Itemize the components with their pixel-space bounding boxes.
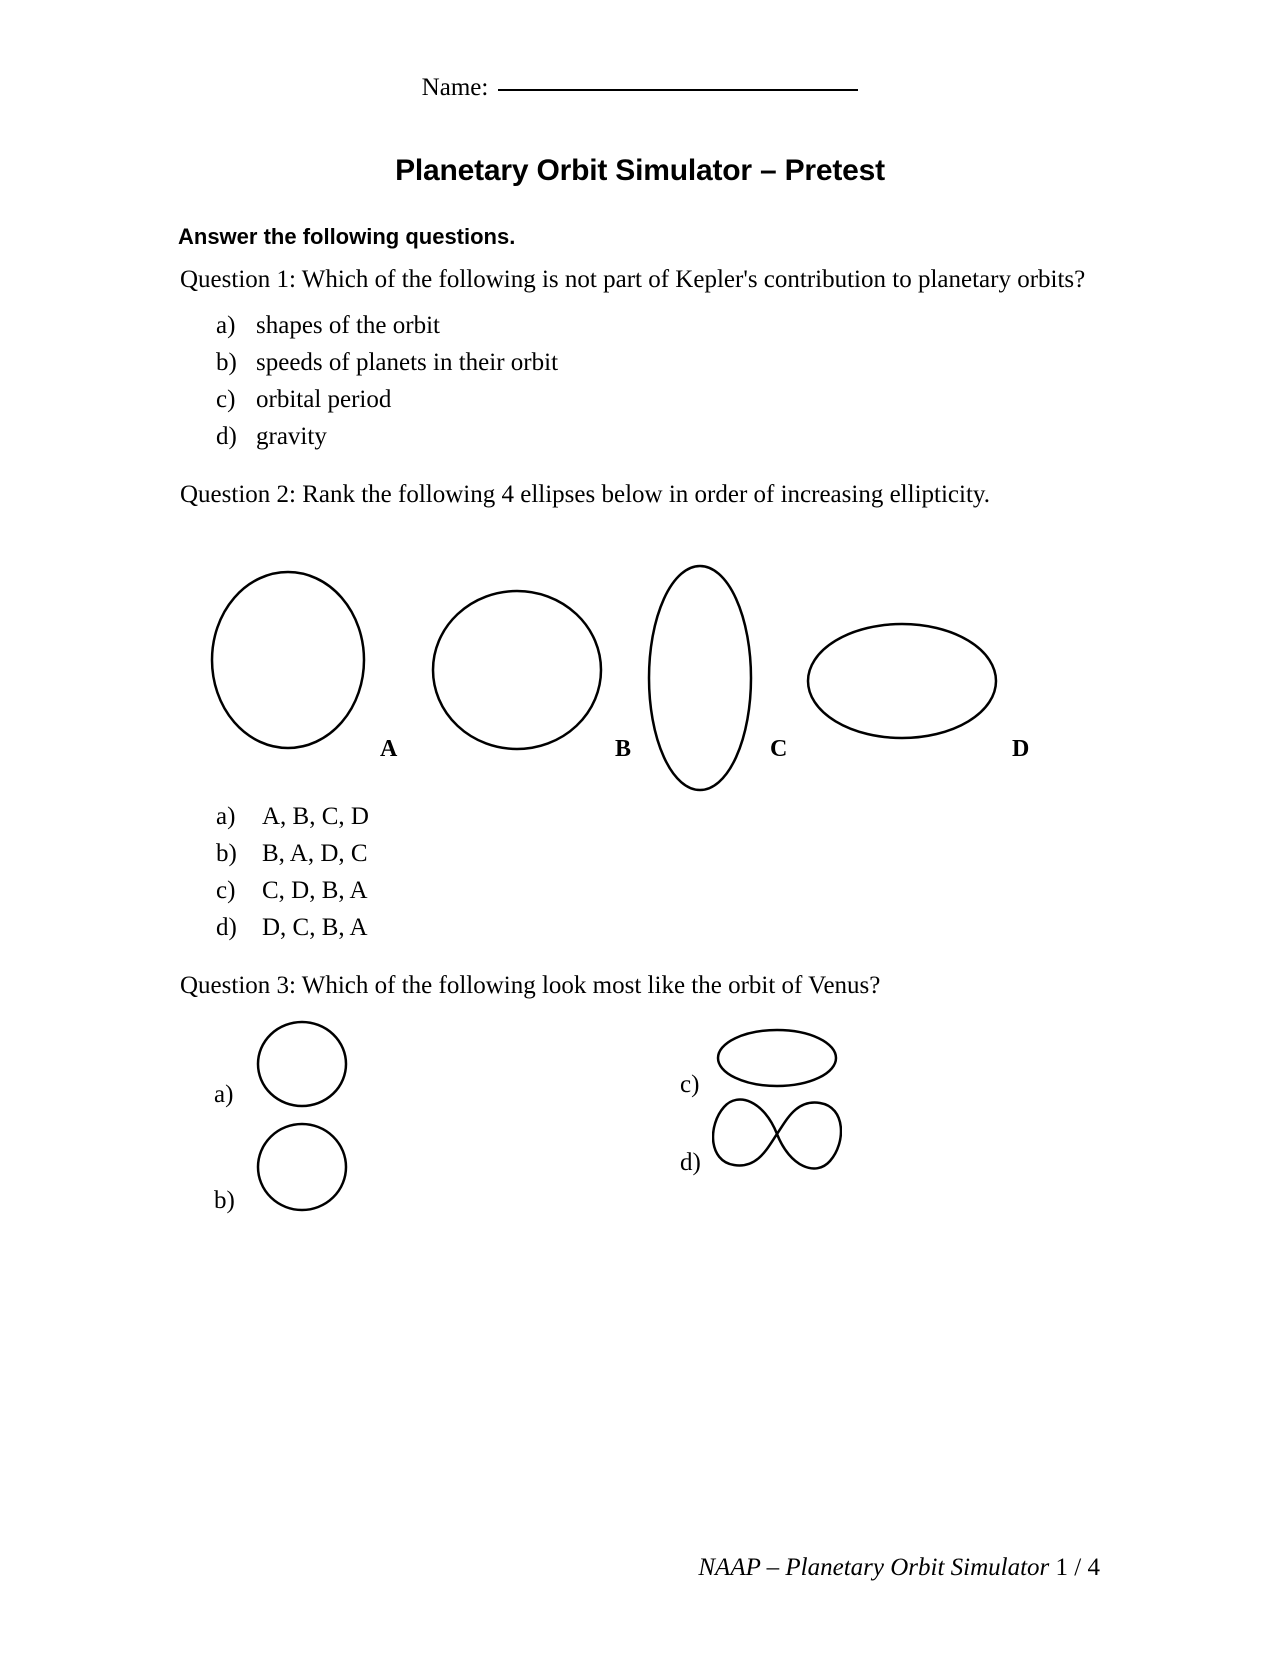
question-3-choice-a-figure[interactable] (252, 1019, 352, 1109)
list-item[interactable] (216, 803, 1100, 831)
question-3-choice-d-marker[interactable]: d) (680, 1148, 701, 1176)
ellipse-label-d: D (1012, 736, 1030, 762)
choice-text: D, C, B, A (262, 914, 368, 941)
page-title: Planetary Orbit Simulator – Pretest (395, 154, 885, 187)
ellipse-figure-c (645, 563, 755, 793)
list-item[interactable] (216, 349, 1100, 377)
ellipse-figure-a (208, 568, 368, 753)
choice-text: orbital period (256, 385, 392, 413)
ellipse-label-b: B (615, 736, 632, 762)
list-item[interactable] (216, 914, 1100, 942)
choice-text: shapes of the orbit (256, 311, 440, 339)
choice-marker: a) (216, 803, 236, 830)
ellipse-figure-b (430, 588, 605, 753)
footer-document-name: NAAP – Planetary Orbit Simulator (698, 1554, 1050, 1581)
choice-marker: d) (216, 914, 237, 941)
footer-page-number: 1 / 4 (1055, 1554, 1100, 1581)
list-item[interactable] (216, 312, 1100, 340)
question-1-choices (180, 312, 1100, 451)
name-write-in-line[interactable] (498, 88, 858, 91)
question-2-figure-group (180, 531, 1100, 781)
list-item[interactable] (216, 423, 1100, 451)
choice-text: C, D, B, A (262, 877, 368, 904)
question-3-choice-c-figure[interactable] (715, 1027, 840, 1089)
question-2-prompt: Question 2: Rank the following 4 ellipses below in order of increasing ellipticity. (180, 480, 991, 508)
ellipse-figure-d (805, 621, 1000, 741)
ellipse-label-c: C (770, 736, 788, 762)
choice-text: B, A, D, C (262, 840, 368, 867)
choice-marker: d) (216, 422, 237, 450)
question-3-choice-b-marker[interactable]: b) (214, 1186, 235, 1214)
question-3-choice-c-marker[interactable]: c) (680, 1070, 700, 1098)
question-3-figure-group (180, 1019, 1100, 1234)
choice-text: gravity (256, 422, 327, 450)
choice-marker: c) (216, 385, 236, 413)
question-3-choice-a-marker[interactable]: a) (214, 1080, 234, 1108)
list-item[interactable] (216, 877, 1100, 905)
question-3-prompt: Question 3: Which of the following look most like the orbit of Venus? (180, 972, 881, 999)
list-item[interactable] (216, 840, 1100, 868)
choice-marker: c) (216, 877, 236, 904)
question-3-choice-b-figure[interactable] (252, 1121, 352, 1213)
page-footer (0, 1554, 1280, 1582)
choice-marker: b) (216, 348, 237, 376)
choice-text: speeds of planets in their orbit (256, 348, 559, 376)
ellipse-label-a: A (380, 736, 398, 762)
name-field-row (180, 74, 1100, 102)
question-2-choices (180, 803, 1100, 942)
question-3-choice-d-figure[interactable] (712, 1095, 842, 1173)
name-label: Name: (421, 74, 489, 101)
choice-marker: a) (216, 311, 236, 339)
question-1-prompt: Question 1: Which of the following is not part of Kepler's contribution to planetary orbits? (180, 266, 1086, 293)
choice-text: A, B, C, D (262, 803, 369, 830)
instructions-heading: Answer the following questions. (178, 224, 516, 249)
choice-marker: b) (216, 840, 237, 867)
list-item[interactable] (216, 386, 1100, 414)
